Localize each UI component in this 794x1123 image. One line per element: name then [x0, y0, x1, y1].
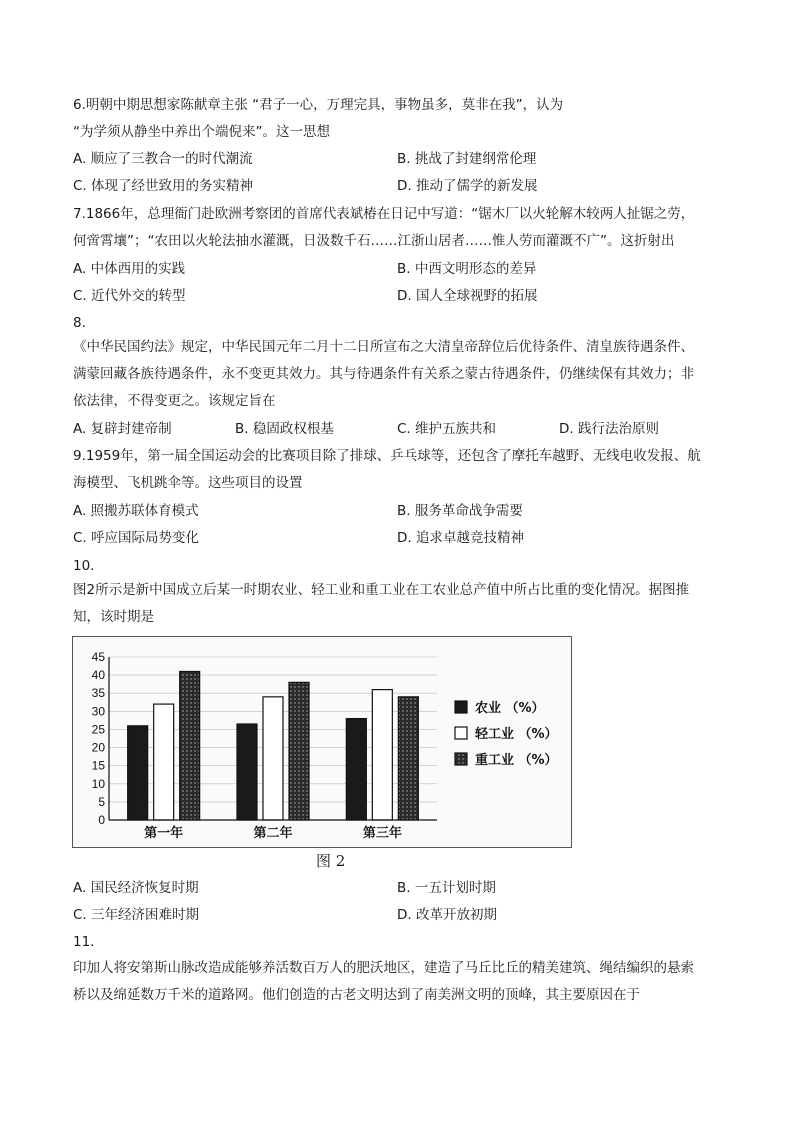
q8-option-b[interactable]: B. 稳固政权根基 [235, 421, 334, 437]
q6-option-c[interactable]: C. 体现了经世致用的务实精神 [73, 178, 254, 194]
legend-label: 农业 （%） [475, 701, 545, 716]
q9-stem-line1: 9.1959年，第一届全国运动会的比赛项目除了排球、乒乓球等，还包含了摩托车越野、无线电收发报、航 [73, 448, 701, 464]
figure-caption: 图 2 [316, 852, 346, 870]
q9-option-b[interactable]: B. 服务革命战争需要 [397, 503, 523, 519]
q10-stem-line2: 知，该时期是 [73, 609, 154, 625]
y-tick-label: 40 [91, 668, 105, 683]
q11-number: 11. [73, 934, 95, 950]
bar [180, 671, 200, 820]
bar [289, 682, 309, 820]
q8-option-c[interactable]: C. 维护五族共和 [397, 421, 497, 437]
q11-stem-line1: 印加人将安第斯山脉改造成能够养活数百万人的肥沃地区，建造了马丘比丘的精美建筑、绳结编织的悬索 [73, 960, 694, 976]
q7-option-c[interactable]: C. 近代外交的转型 [73, 288, 186, 304]
q7-option-d[interactable]: D. 国人全球视野的拓展 [397, 288, 538, 304]
q6-stem-line2: “为学须从静坐中养出个端倪来”。这一思想 [73, 124, 330, 140]
q6-option-b[interactable]: B. 挑战了封建纲常伦理 [397, 151, 537, 167]
q10-option-a[interactable]: A. 国民经济恢复时期 [73, 880, 199, 896]
y-tick-label: 30 [91, 704, 105, 719]
q7-stem-line1: 7.1866年，总理衙门赴欧洲考察团的首席代表斌椿在日记中写道：“锯木厂以火轮解木较两人扯锯之劳， [73, 206, 695, 222]
bar [398, 697, 418, 820]
y-tick-label: 10 [91, 776, 105, 791]
chart-canvas [73, 637, 571, 847]
y-tick-label: 5 [98, 794, 105, 809]
bar [372, 690, 392, 820]
q11-stem-line2: 桥以及绵延数万千米的道路网。他们创造的古老文明达到了南美洲文明的顶峰，其主要原因在于 [73, 987, 640, 1003]
q6-stem-line1: 6.明朝中期思想家陈献章主张 “君子一心，万理完具，事物虽多，莫非在我”，认为 [73, 97, 564, 113]
q8-option-d[interactable]: D. 践行法治原则 [559, 421, 659, 437]
y-tick-label: 15 [91, 758, 105, 773]
q7-option-a[interactable]: A. 中体西用的实践 [73, 261, 186, 277]
figure-2-bar-chart [72, 636, 572, 848]
q10-number: 10. [73, 558, 95, 574]
x-tick-label: 第三年 [362, 826, 402, 841]
bar [346, 719, 366, 820]
q9-stem-line2: 海模型、飞机跳伞等。这些项目的设置 [73, 475, 303, 491]
bar [128, 726, 148, 820]
bar [154, 704, 174, 820]
q10-option-b[interactable]: B. 一五计划时期 [397, 880, 496, 896]
q10-option-c[interactable]: C. 三年经济困难时期 [73, 907, 200, 923]
q7-option-b[interactable]: B. 中西文明形态的差异 [397, 261, 537, 277]
q7-stem-line2: 何啻霄壤”；“农田以火轮法抽水灌溉，日汲数千石……江浙山居者……惟人劳而灌溉不广”。这折射出 [73, 233, 675, 249]
q8-number: 8. [73, 315, 86, 331]
x-tick-label: 第一年 [144, 826, 184, 841]
legend-label: 重工业 （%） [475, 753, 558, 768]
y-tick-label: 35 [91, 686, 105, 701]
y-tick-label: 45 [91, 650, 105, 664]
y-tick-label: 0 [98, 813, 105, 827]
q9-option-a[interactable]: A. 照搬苏联体育模式 [73, 503, 199, 519]
q9-option-c[interactable]: C. 呼应国际局势变化 [73, 530, 200, 546]
legend-label: 轻工业 （%） [475, 727, 558, 742]
legend-swatch [455, 701, 467, 713]
q8-stem-line1: 《中华民国约法》规定，中华民国元年二月十二日所宣布之大清皇帝辞位后优待条件、清皇族待遇条件、 [73, 339, 694, 355]
legend-swatch [455, 753, 467, 765]
q6-option-a[interactable]: A. 顺应了三教合一的时代潮流 [73, 151, 253, 167]
q9-option-d[interactable]: D. 追求卓越竞技精神 [397, 530, 524, 546]
q8-stem-line2: 满蒙回藏各族待遇条件，永不变更其效力。其与待遇条件有关系之蒙古待遇条件，仍继续保有其效力；非 [73, 366, 694, 382]
q8-stem-line3: 依法律，不得变更之。该规定旨在 [73, 393, 276, 409]
bar [263, 697, 283, 820]
q10-option-d[interactable]: D. 改革开放初期 [397, 907, 497, 923]
q8-option-a[interactable]: A. 复辟封建帝制 [73, 421, 172, 437]
y-tick-label: 20 [91, 740, 105, 755]
q10-stem-line1: 图2所示是新中国成立后某一时期农业、轻工业和重工业在工农业总产值中所占比重的变化情况。据图推 [73, 582, 690, 598]
x-tick-label: 第二年 [253, 826, 293, 841]
q6-option-d[interactable]: D. 推动了儒学的新发展 [397, 178, 538, 194]
y-tick-label: 25 [91, 722, 105, 737]
bar [237, 724, 257, 820]
legend-swatch [455, 727, 467, 739]
